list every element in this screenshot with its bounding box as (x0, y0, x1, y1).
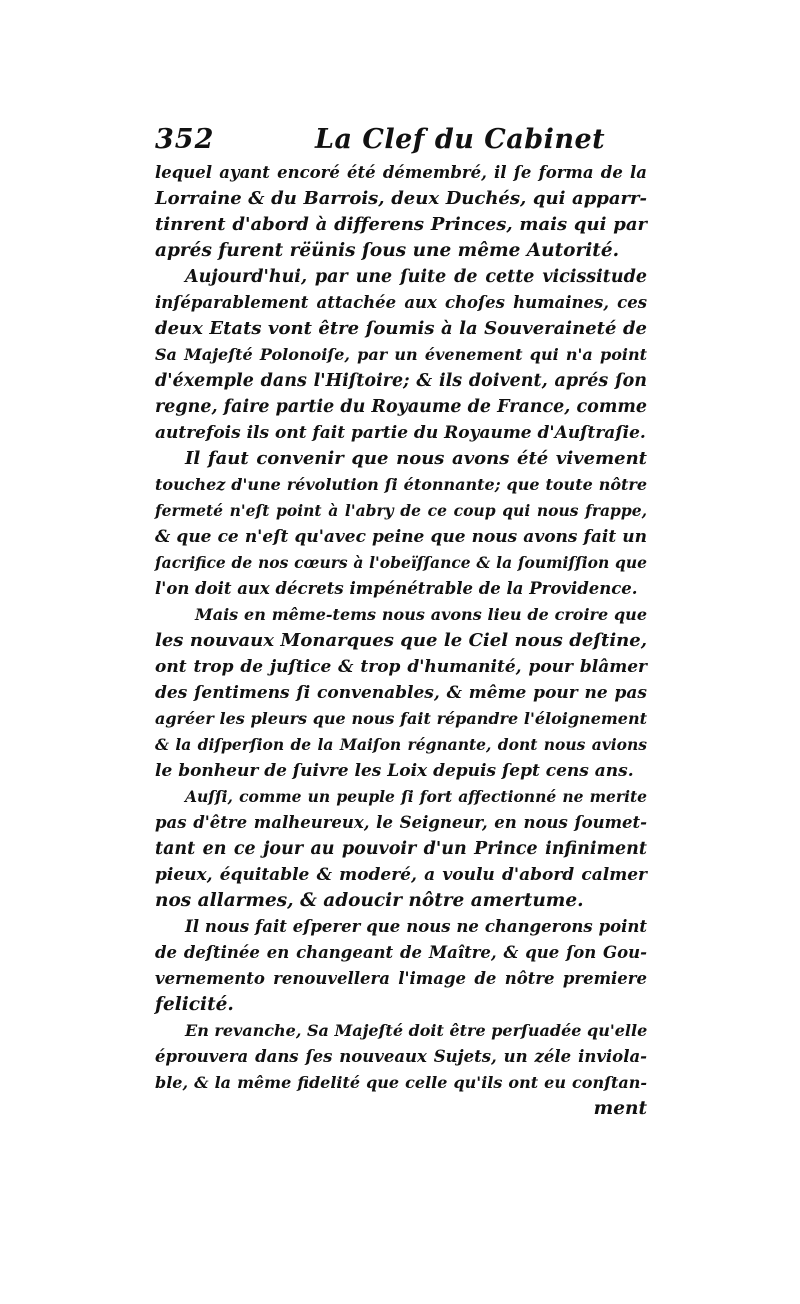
text-line: inſéparablement attachée aux choſes humaines, ces (155, 293, 647, 312)
text-line: autrefois ils ont fait partie du Royaume d'Auſtraſie. (155, 423, 646, 443)
text-line: ſacrifice de nos cœurs à l'obeïſſance & la ſoumiſſion que (155, 553, 647, 572)
running-head (155, 124, 645, 158)
text-line: felicité. (155, 994, 234, 1015)
text-line: le bonheur de ſuivre les Loix depuis ſept cens ans. (155, 761, 634, 781)
paragraph-start-line: Il nous fait eſperer que nous ne changerons point (185, 917, 647, 936)
paragraph-start-line: En revanche, Sa Majeſté doit être perſuadée qu'elle (185, 1021, 648, 1040)
text-line: & la diſperſion de la Maiſon régnante, dont nous avions (155, 735, 647, 754)
text-line: d'éxemple dans l'Hiſtoire; & ils doivent, aprés ſon (155, 371, 647, 391)
text-line: Lorraine & du Barrois, deux Duchés, qui apparr- (155, 188, 647, 209)
text-line: tant en ce jour au pouvoir d'un Prince infiniment (155, 839, 647, 859)
text-line: l'on doit aux décrets impénétrable de la Providence. (155, 579, 638, 598)
text-line: ont trop de juſtice & trop d'humanité, pour blâmer (155, 657, 647, 677)
text-line: vernemento renouvellera l'image de nôtre premiere (155, 969, 647, 988)
paragraph-start-line: Il faut convenir que nous avons été vivement (185, 448, 647, 469)
paragraph-start-line: Aujourd'hui, par une ſuite de cette vicissitude (185, 267, 647, 287)
text-line: pieux, équitable & moderé, a voulu d'abord calmer (155, 865, 647, 885)
text-line: Sa Majeſté Polonoiſe, par un évenement qui n'a point (155, 345, 647, 364)
text-line: des ſentimens ſi convenables, & même pour ne pas (155, 683, 647, 703)
text-line: tinrent d'abord à differens Princes, mais qui par (155, 214, 647, 235)
text-line: de deſtinée en changeant de Maître, & que ſon Gou- (155, 943, 647, 962)
text-line: regne, faire partie du Royaume de France, comme (155, 397, 647, 417)
paragraph-start-line: Auſſi, comme un peuple ſi fort affectionné ne merite (185, 787, 647, 806)
text-line: pas d'être malheureux, le Seigneur, en nous ſoumet- (155, 813, 647, 832)
text-line: les nouvaux Monarques que le Ciel nous deſtine, (155, 630, 647, 651)
text-line: touchez d'une révolution ſi étonnante; que toute nôtre (155, 475, 647, 494)
text-line: agréer les pleurs que nous fait répandre l'éloignement (155, 709, 647, 728)
page-number: 352 (155, 124, 215, 155)
text-line: éprouvera dans ſes nouveaux Sujets, un zéle inviola- (155, 1047, 647, 1066)
text-line: lequel ayant encoré été démembré, il ſe forma de la (155, 163, 647, 182)
text-line: & que ce n'eſt qu'avec peine que nous avons fait un (155, 527, 647, 547)
text-line: aprés furent rëünis ſous une même Autorité. (155, 240, 620, 261)
text-line: deux Etats vont être ſoumis à la Souveraineté de (155, 318, 647, 339)
catchword: ment (593, 1098, 647, 1119)
running-title: La Clef du Cabinet (315, 124, 606, 155)
text-line: ble, & la même fidelité que celle qu'ils ont eu conſtan- (155, 1073, 647, 1092)
text-line: nos allarmes, & adoucir nôtre amertume. (155, 890, 584, 911)
paragraph-start-line: Mais en même-tems nous avons lieu de croire que (195, 605, 647, 624)
text-line: fermeté n'eſt point à l'abry de ce coup qui nous frappe, (155, 501, 647, 520)
